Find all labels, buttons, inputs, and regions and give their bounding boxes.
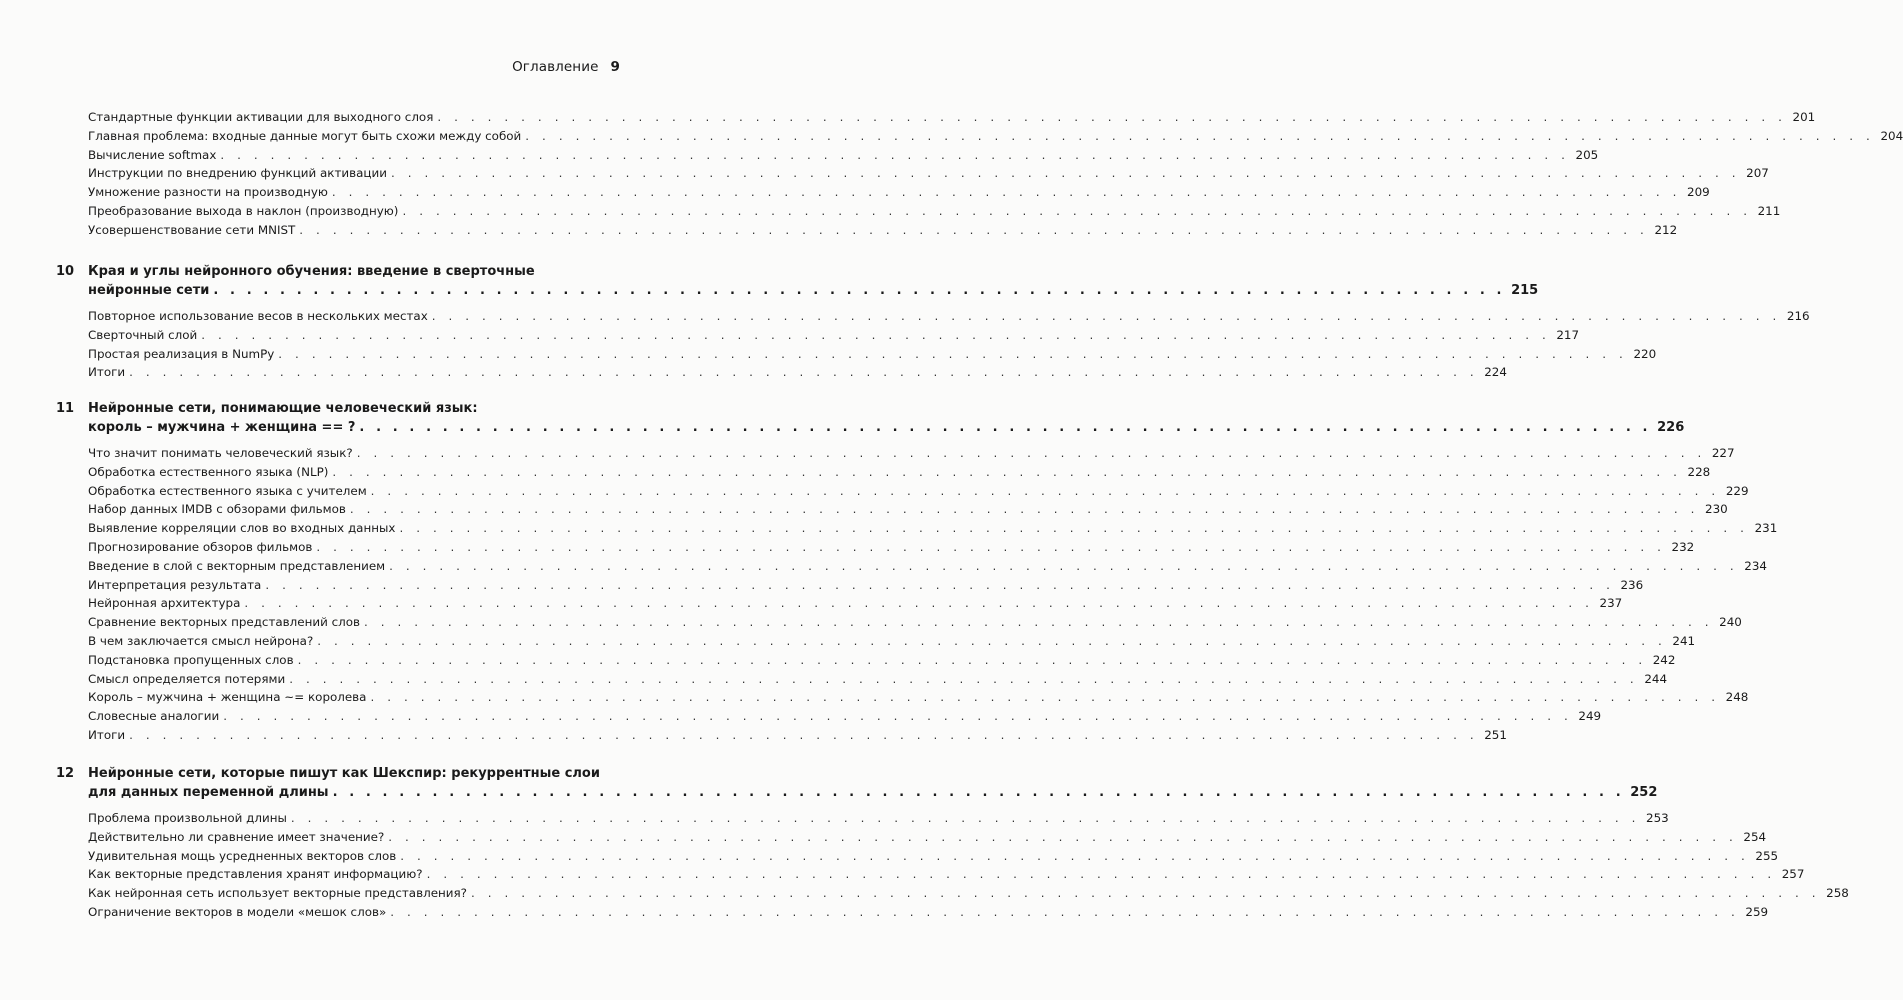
dot-leader: . . . . . . . . . . . . . . . . . . . . . . . . . . . . . . . . . . . . . . . . . . . . . . . . . . . . . . . . . . . . . . . . . . . . . . . . . . . . . . . . .	[389, 558, 1739, 573]
dot-leader: . . . . . . . . . . . . . . . . . . . . . . . . . . . . . . . . . . . . . . . . . . . . . . . . . . . . . . . . . . . . . . . . . . . . . . . . . . . . . . . . .	[290, 811, 1640, 825]
dot-leader: . . . . . . . . . . . . . . . . . . . . . . . . . . . . . . . . . . . . . . . . . . . . . . . . . . . . . . . . . . . . . . . . . . . . . . . . . . . . . . . . .	[244, 596, 1594, 611]
dot-leader: . . . . . . . . . . . . . . . . . . . . . . . . . . . . . . . . . . . . . . . . . . . . . . . . . . . . . . . . . . . . . . . . . . . . . . . . . . . . . .	[359, 420, 1652, 435]
toc-entry-page: 201	[1792, 110, 1816, 124]
toc-entry-title: Ограничение векторов в модели «мешок слов»	[88, 905, 387, 919]
dot-leader: . . . . . . . . . . . . . . . . . . . . . . . . . . . . . . . . . . . . . . . . . . . . . . . . . . . . . . . . . . . . . . . . . . . . . . . . . . . . . . . . .	[223, 709, 1573, 724]
toc-entry-title: Итоги	[88, 365, 126, 380]
toc-entry	[88, 726, 1507, 745]
header-page-number: 9	[610, 59, 620, 75]
toc-entry-title: Обработка естественного языка с учителем	[88, 483, 367, 498]
toc-entry	[88, 221, 1678, 240]
toc-entry-page: 249	[1578, 709, 1602, 724]
toc-entry-page: 259	[1745, 905, 1769, 919]
toc-entry-title: Что значит понимать человеческий язык?	[88, 446, 353, 460]
toc-entry-page: 255	[1755, 848, 1779, 863]
chapter-number: 10	[56, 264, 75, 279]
toc-entry	[88, 707, 1602, 726]
toc-entry	[88, 576, 1644, 595]
toc-entry-page: 232	[1671, 540, 1695, 554]
toc-entry-page: 227	[1711, 446, 1735, 460]
toc-entry	[88, 670, 1668, 689]
dot-leader: . . . . . . . . . . . . . . . . . . . . . . . . . . . . . . . . . . . . . . . . . . . . . . . . . . . . . . . . . . . . . . . . . . . . . . . . . . . . . .	[332, 785, 1625, 800]
toc-entry	[88, 884, 1849, 903]
toc-entry	[88, 847, 1779, 866]
toc-entry-title: Простая реализация в NumPy	[88, 346, 275, 361]
toc-entry-page: 207	[1746, 166, 1769, 181]
toc-entry-title: Стандартные функции активации для выходного слоя	[88, 110, 434, 124]
toc-entry-page: 228	[1687, 464, 1711, 479]
dot-leader: . . . . . . . . . . . . . . . . . . . . . . . . . . . . . . . . . . . . . . . . . . . . . . . . . . . . . . . . . . . . . . . . . . . . . . . . . . . . . . . . .	[431, 309, 1781, 323]
chapter-page: 226	[1657, 420, 1685, 435]
toc-entry-title: Как нейронная сеть использует векторные представления?	[88, 886, 467, 901]
chapter-title-line2	[88, 783, 1658, 802]
dot-leader: . . . . . . . . . . . . . . . . . . . . . . . . . . . . . . . . . . . . . . . . . . . . . . . . . . . . . . . . . . . . . . . . . . . . . . . . . . . . . . . . .	[426, 867, 1776, 882]
toc-entry	[88, 363, 1507, 382]
toc-entry-page: 212	[1654, 222, 1678, 237]
chapter-title-line1: Нейронные сети, которые пишут как Шекспир: рекуррентные слои	[88, 766, 600, 781]
toc-entry-title: Словесные аналогии	[88, 709, 220, 724]
chapter-page: 252	[1630, 785, 1658, 800]
toc-entry-title: Прогнозирование обзоров фильмов	[88, 540, 313, 554]
toc-entry-title: Набор данных IMDB с обзорами фильмов	[88, 502, 346, 517]
toc-entry-page: 217	[1556, 327, 1580, 342]
toc-entry	[88, 345, 1657, 364]
toc-entry-title: Итоги	[88, 728, 126, 742]
toc-entry-page: 236	[1620, 577, 1644, 592]
toc-entry-title: Сверточный слой	[88, 327, 198, 342]
toc-entry	[88, 463, 1711, 482]
toc-entry	[88, 903, 1769, 922]
toc-entry-title: Введение в слой с векторным представлением	[88, 558, 386, 573]
toc-entry	[88, 651, 1676, 670]
toc-entry-page: 248	[1725, 690, 1749, 705]
dot-leader: . . . . . . . . . . . . . . . . . . . . . . . . . . . . . . . . . . . . . . . . . . . . . . . . . . . . . . . . . . . . . . . . . . . . . . . . . . . . . . . . .	[265, 577, 1615, 592]
toc-entry	[88, 482, 1749, 501]
toc-entry-page: 220	[1633, 346, 1657, 361]
toc-entry-title: Как векторные представления хранят информацию?	[88, 867, 423, 882]
toc-entry-page: 240	[1719, 615, 1742, 630]
toc-entry-page: 242	[1652, 652, 1676, 667]
dot-leader: . . . . . . . . . . . . . . . . . . . . . . . . . . . . . . . . . . . . . . . . . . . . . . . . . . . . . . . . . . . . . . . . . . . . . . . . . . . . . . . . .	[391, 166, 1741, 181]
header-title: Оглавление	[512, 59, 599, 75]
toc-entry-title: Повторное использование весов в нескольких местах	[88, 309, 428, 323]
chapter-title-line2	[88, 281, 1539, 300]
dot-leader: . . . . . . . . . . . . . . . . . . . . . . . . . . . . . . . . . . . . . . . . . . . . . . . . . . . . . . . . . . . . . . . . . . . . . . . . . . . . . . . . .	[370, 483, 1720, 498]
toc-entry-title: Смысл определяется потерями	[88, 671, 286, 686]
chapter-title-line1: Нейронные сети, понимающие человеческий язык:	[88, 401, 478, 416]
toc-entry-page: 224	[1484, 365, 1507, 380]
toc-entry-page: 229	[1725, 483, 1749, 498]
toc-entry	[88, 865, 1805, 884]
dot-leader: . . . . . . . . . . . . . . . . . . . . . . . . . . . . . . . . . . . . . . . . . . . . . . . . . . . . . . . . . . . . . . . . . . . . . . . . . . . . . . . . .	[129, 728, 1479, 742]
toc-entry-page: 241	[1672, 634, 1696, 648]
toc-entry	[88, 632, 1696, 651]
toc-entry-page: 209	[1687, 185, 1710, 200]
chapter-page: 215	[1511, 283, 1539, 298]
dot-leader: . . . . . . . . . . . . . . . . . . . . . . . . . . . . . . . . . . . . . . . . . . . . . . . . . . . . . . . . . . . . . . . . . . . . . . . . . . . . . . . . .	[278, 346, 1628, 361]
dot-leader: . . . . . . . . . . . . . . . . . . . . . . . . . . . . . . . . . . . . . . . . . . . . . . . . . . . . . . . . . . . . . . . . . . . . . . . . . . . . . . . . .	[356, 446, 1706, 460]
dot-leader: . . . . . . . . . . . . . . . . . . . . . . . . . . . . . . . . . . . . . . . . . . . . . . . . . . . . . . . . . . . . . . . . . . . . . . . . . . . . . . . . .	[525, 128, 1875, 143]
chapter-number: 11	[56, 401, 75, 416]
toc-entry-title: Вычисление softmax	[88, 147, 217, 162]
toc-entry-page: 253	[1646, 811, 1669, 825]
chapter-number: 12	[56, 766, 75, 781]
toc-entry-page: 216	[1786, 309, 1810, 323]
toc-entry-title: Интерпретация результата	[88, 577, 262, 592]
toc-entry-title: Умножение разности на производную	[88, 185, 328, 200]
toc-entry	[88, 557, 1767, 576]
running-header	[512, 57, 620, 77]
toc-entry-title: Подстановка пропущенных слов	[88, 652, 294, 667]
toc-entry-title: Выявление корреляции слов во входных данных	[88, 521, 396, 536]
toc-entry	[88, 613, 1742, 632]
toc-entry-title: Нейронная архитектура	[88, 596, 241, 611]
dot-leader: . . . . . . . . . . . . . . . . . . . . . . . . . . . . . . . . . . . . . . . . . . . . . . . . . . . . . . . . . . . . . . . . . . . . . . . . . . . . . . . . .	[370, 690, 1720, 705]
toc-entry-title: Удивительная мощь усредненных векторов слов	[88, 848, 397, 863]
dot-leader: . . . . . . . . . . . . . . . . . . . . . . . . . . . . . . . . . . . . . . . . . . . . . . . . . . . . . . . . . . . . . . . . . . . . . . . . . . . . . . . . .	[470, 886, 1821, 901]
dot-leader: . . . . . . . . . . . . . . . . . . . . . . . . . . . . . . . . . . . . . . . . . . . . . . . . . . . . . . . . . . . . . . . . . . . . . . . . . . . . . . . . .	[349, 502, 1700, 517]
toc-entry-page: 205	[1575, 147, 1599, 162]
chapter-title-line1: Края и углы нейронного обучения: введение в сверточные	[88, 264, 535, 279]
dot-leader: . . . . . . . . . . . . . . . . . . . . . . . . . . . . . . . . . . . . . . . . . . . . . . . . . . . . . . . . . . . . . . . . . . . . . . . . . . . . . . . . .	[220, 147, 1570, 162]
toc-entry-title: Усовершенствование сети MNIST	[88, 222, 296, 237]
toc-entry-title: Король – мужчина + женщина ~= королева	[88, 690, 367, 705]
dot-leader: . . . . . . . . . . . . . . . . . . . . . . . . . . . . . . . . . . . . . . . . . . . . . . . . . . . . . . . . . . . . . . . . . . . . . . . . . . . . . . . . .	[316, 540, 1666, 554]
chapter-title-line2-text: для данных переменной длины	[88, 785, 329, 800]
toc-entry	[88, 594, 1623, 613]
chapter-title-line2-text: нейронные сети	[88, 283, 210, 298]
toc-entry	[88, 307, 1810, 326]
toc-entry-title: Действительно ли сравнение имеет значение?	[88, 829, 385, 844]
toc-entry-title: Главная проблема: входные данные могут быть схожи между собой	[88, 128, 522, 143]
dot-leader: . . . . . . . . . . . . . . . . . . . . . . . . . . . . . . . . . . . . . . . . . . . . . . . . . . . . . . . . . . . . . . . . . . . . . . . . . . . . . . . . .	[129, 365, 1479, 380]
toc-entry-page: 244	[1644, 671, 1668, 686]
toc-entry-title: Сравнение векторных представлений слов	[88, 615, 361, 630]
toc-entry	[88, 127, 1903, 146]
toc-entry	[88, 828, 1767, 847]
dot-leader: . . . . . . . . . . . . . . . . . . . . . . . . . . . . . . . . . . . . . . . . . . . . . . . . . . . . . . . . . . . . . . . . . . . . . . . . . . . . . . . . .	[331, 185, 1682, 200]
dot-leader: . . . . . . . . . . . . . . . . . . . . . . . . . . . . . . . . . . . . . . . . . . . . . . . . . . . . . . . . . . . . . . . . . . . . . . . . . . . . . .	[213, 283, 1506, 298]
chapter-title-line2-text: король – мужчина + женщина == ?	[88, 420, 356, 435]
toc-entry-page: 257	[1781, 867, 1805, 882]
toc-entry	[88, 809, 1669, 828]
dot-leader: . . . . . . . . . . . . . . . . . . . . . . . . . . . . . . . . . . . . . . . . . . . . . . . . . . . . . . . . . . . . . . . . . . . . . . . . . . . . . . . . .	[201, 327, 1551, 342]
dot-leader: . . . . . . . . . . . . . . . . . . . . . . . . . . . . . . . . . . . . . . . . . . . . . . . . . . . . . . . . . . . . . . . . . . . . . . . . . . . . . . . . .	[297, 652, 1647, 667]
toc-entry-page: 231	[1754, 521, 1778, 536]
toc-entry	[88, 108, 1816, 127]
toc-entry-page: 258	[1826, 886, 1849, 901]
dot-leader: . . . . . . . . . . . . . . . . . . . . . . . . . . . . . . . . . . . . . . . . . . . . . . . . . . . . . . . . . . . . . . . . . . . . . . . . . . . . . . . . .	[388, 829, 1738, 844]
dot-leader: . . . . . . . . . . . . . . . . . . . . . . . . . . . . . . . . . . . . . . . . . . . . . . . . . . . . . . . . . . . . . . . . . . . . . . . . . . . . . . . . .	[332, 464, 1682, 479]
toc-entry	[88, 538, 1695, 557]
toc-entry-title: Обработка естественного языка (NLP)	[88, 464, 329, 479]
toc-entry-title: Инструкции по внедрению функций активации	[88, 166, 387, 181]
dot-leader: . . . . . . . . . . . . . . . . . . . . . . . . . . . . . . . . . . . . . . . . . . . . . . . . . . . . . . . . . . . . . . . . . . . . . . . . . . . . . . . . .	[364, 615, 1714, 630]
toc-entry-page: 237	[1599, 596, 1623, 611]
dot-leader: . . . . . . . . . . . . . . . . . . . . . . . . . . . . . . . . . . . . . . . . . . . . . . . . . . . . . . . . . . . . . . . . . . . . . . . . . . . . . . . . .	[437, 110, 1787, 124]
toc-entry	[88, 519, 1778, 538]
dot-leader: . . . . . . . . . . . . . . . . . . . . . . . . . . . . . . . . . . . . . . . . . . . . . . . . . . . . . . . . . . . . . . . . . . . . . . . . . . . . . . . . .	[390, 905, 1740, 919]
toc-entry	[88, 183, 1710, 202]
toc-entry-page: 251	[1484, 728, 1507, 742]
toc-entry-page: 254	[1743, 829, 1767, 844]
toc-entry	[88, 164, 1769, 183]
toc-entry-title: Проблема произвольной длины	[88, 811, 287, 825]
toc-entry-title: В чем заключается смысл нейрона?	[88, 634, 314, 648]
toc-entry	[88, 444, 1735, 463]
toc-entry	[88, 500, 1728, 519]
toc-entry	[88, 688, 1749, 707]
toc-entry-title: Преобразование выхода в наклон (производную)	[88, 204, 399, 218]
toc-entry-page: 211	[1757, 204, 1781, 218]
dot-leader: . . . . . . . . . . . . . . . . . . . . . . . . . . . . . . . . . . . . . . . . . . . . . . . . . . . . . . . . . . . . . . . . . . . . . . . . . . . . . . . . .	[399, 521, 1749, 536]
dot-leader: . . . . . . . . . . . . . . . . . . . . . . . . . . . . . . . . . . . . . . . . . . . . . . . . . . . . . . . . . . . . . . . . . . . . . . . . . . . . . . . . .	[402, 204, 1752, 218]
toc-entry	[88, 146, 1599, 165]
dot-leader: . . . . . . . . . . . . . . . . . . . . . . . . . . . . . . . . . . . . . . . . . . . . . . . . . . . . . . . . . . . . . . . . . . . . . . . . . . . . . . . . .	[299, 222, 1649, 237]
toc-entry-page: 230	[1705, 502, 1728, 517]
toc-entry-page: 234	[1744, 558, 1767, 573]
toc-entry	[88, 326, 1580, 345]
toc-entry-page: 204	[1880, 128, 1903, 143]
dot-leader: . . . . . . . . . . . . . . . . . . . . . . . . . . . . . . . . . . . . . . . . . . . . . . . . . . . . . . . . . . . . . . . . . . . . . . . . . . . . . . . . .	[400, 848, 1750, 863]
dot-leader: . . . . . . . . . . . . . . . . . . . . . . . . . . . . . . . . . . . . . . . . . . . . . . . . . . . . . . . . . . . . . . . . . . . . . . . . . . . . . . . . .	[317, 634, 1667, 648]
chapter-title-line2	[88, 418, 1685, 437]
dot-leader: . . . . . . . . . . . . . . . . . . . . . . . . . . . . . . . . . . . . . . . . . . . . . . . . . . . . . . . . . . . . . . . . . . . . . . . . . . . . . . . . .	[289, 671, 1639, 686]
toc-entry	[88, 202, 1781, 221]
